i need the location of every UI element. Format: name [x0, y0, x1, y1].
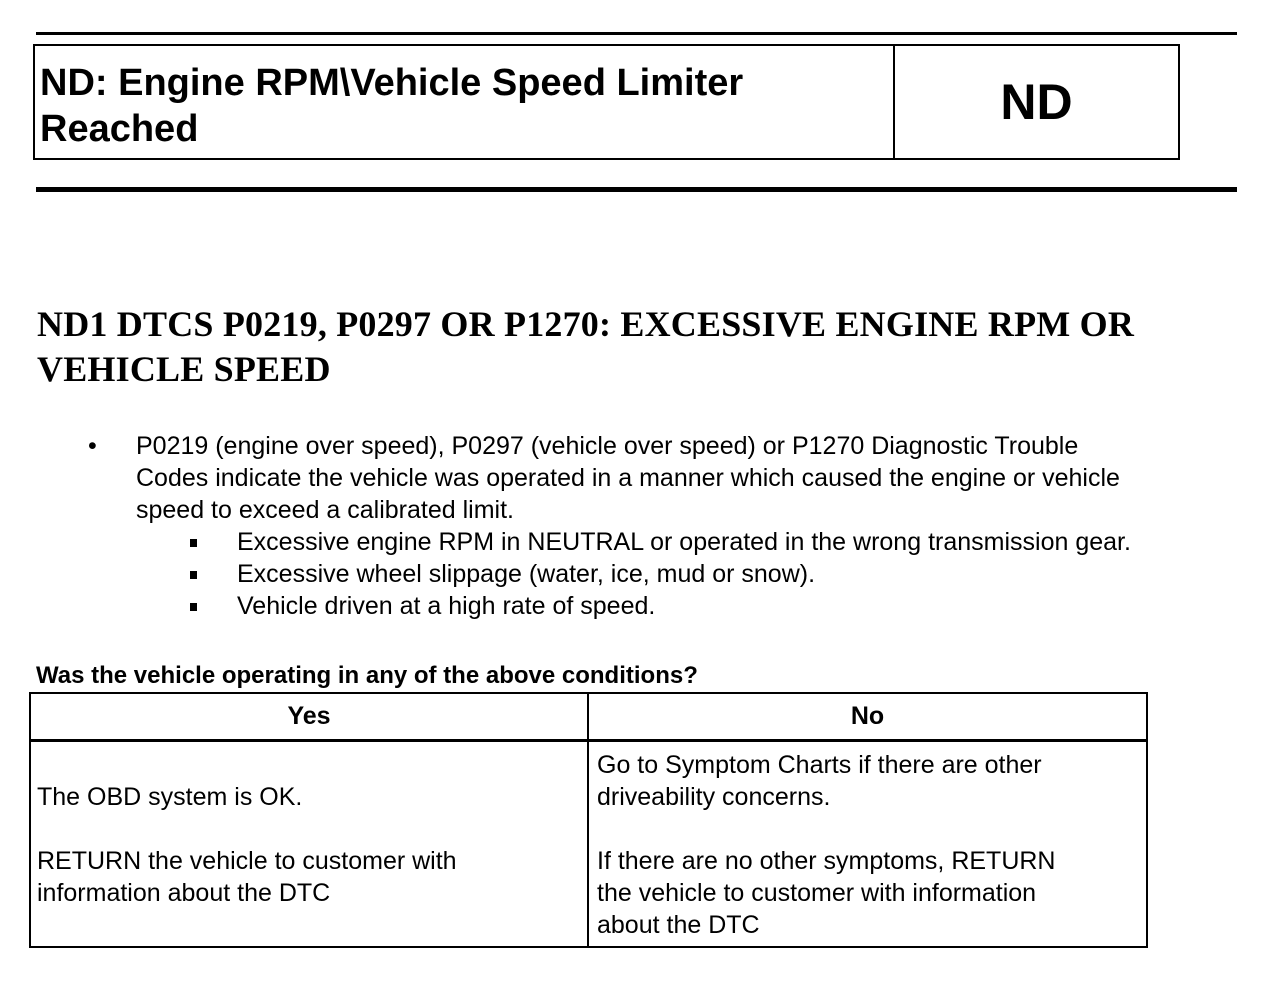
no-cell-line-5: about the DTC	[597, 911, 760, 939]
header-title	[35, 46, 895, 158]
section-title-line-1: ND1 DTCS P0219, P0297 OR P1270: EXCESSIVE ENGINE RPM OR	[37, 304, 1135, 344]
column-divider	[587, 694, 589, 946]
no-column-header: No	[850, 702, 885, 730]
square-bullet-icon	[190, 603, 197, 611]
bullet-text-line-3: speed to exceed a calibrated limit.	[136, 496, 514, 524]
list-item	[187, 526, 1257, 558]
list-item-text: Vehicle driven at a high rate of speed.	[237, 592, 656, 620]
square-bullet-icon	[190, 539, 197, 547]
list-item	[187, 558, 1257, 590]
sub-bullet-list	[187, 526, 1257, 622]
no-cell-line-2: driveability concerns.	[597, 783, 831, 811]
section-title-line-2: VEHICLE SPEED	[37, 349, 331, 389]
list-item	[187, 590, 1257, 622]
answer-table	[29, 692, 1148, 948]
bullet-text-line-2: Codes indicate the vehicle was operated in a manner which caused the engine or vehicle	[136, 464, 1120, 492]
section-title	[37, 302, 1237, 392]
yes-cell-line-1: The OBD system is OK.	[37, 783, 303, 811]
header-bottom-rule	[36, 187, 1237, 192]
bullet-icon: •	[88, 432, 97, 460]
list-item-text: Excessive wheel slippage (water, ice, mud or snow).	[237, 560, 816, 588]
header-title-line-1: ND: Engine RPM\Vehicle Speed Limiter	[40, 62, 744, 104]
square-bullet-icon	[190, 571, 197, 579]
bullet-text-line-1: P0219 (engine over speed), P0297 (vehicle over speed) or P1270 Diagnostic Trouble	[136, 432, 1079, 460]
header-box	[33, 44, 1180, 160]
yes-column-header: Yes	[287, 702, 331, 730]
header-title-line-2: Reached	[40, 108, 199, 150]
yes-cell-line-3: information about the DTC	[37, 879, 331, 907]
list-item-text: Excessive engine RPM in NEUTRAL or operated in the wrong transmission gear.	[237, 528, 1131, 556]
no-cell-line-4: the vehicle to customer with information	[597, 879, 1037, 907]
bullet-text	[136, 430, 1246, 526]
no-cell-line-3: If there are no other symptoms, RETURN	[597, 847, 1056, 875]
no-cell-line-1: Go to Symptom Charts if there are other	[597, 751, 1042, 779]
yes-cell-line-2: RETURN the vehicle to customer with	[37, 847, 457, 875]
header-code: ND	[1000, 74, 1073, 130]
top-rule	[36, 32, 1237, 35]
question-text: Was the vehicle operating in any of the above conditions?	[36, 662, 698, 689]
